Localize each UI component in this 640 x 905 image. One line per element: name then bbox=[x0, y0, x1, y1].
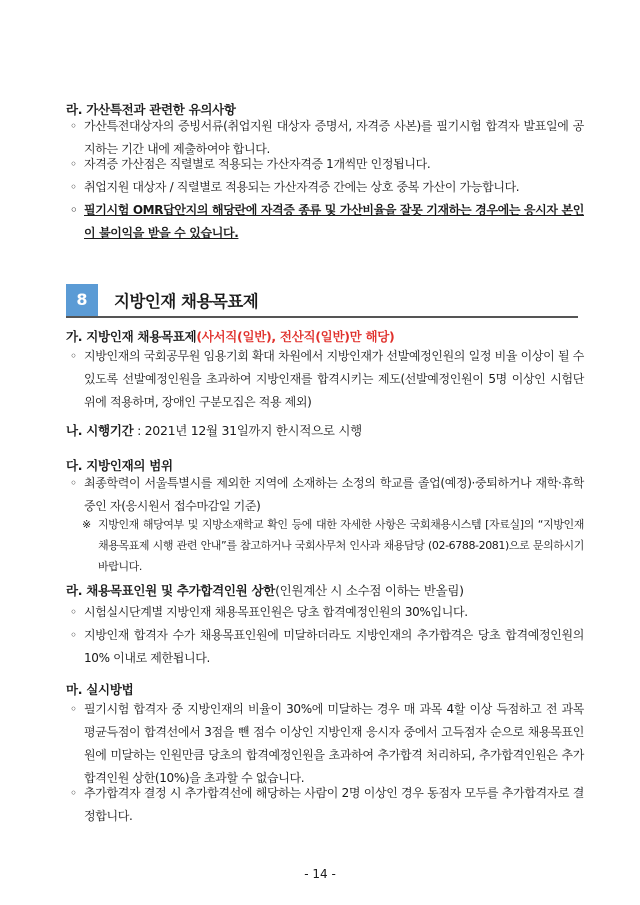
list-item bbox=[70, 176, 584, 199]
list-item-text: 지방인재의 국회공무원 임용기회 확대 차원에서 지방인재가 선발예정인원의 일정 비율 이상이 될 수 있도록 선발예정인원을 초과하여 지방인재를 합격시키는 제도(선발예정인원이 5명 이상인 시험단위에 적용하며, 장애인 구분모집은 적용 제외) bbox=[84, 349, 584, 409]
heading-na bbox=[66, 421, 362, 439]
list-item bbox=[70, 472, 584, 518]
bullet: ◦ bbox=[70, 203, 78, 217]
heading-na-text: : 2021년 12월 31일까지 한시적으로 시행 bbox=[133, 423, 362, 438]
list-item-text: 필기시험 합격자 중 지방인재의 비율이 30%에 미달하는 경우 매 과목 4할 이상 득점하고 전 과목 평균득점이 합격선에서 3점을 뺀 점수 이상인 지방인재 응시자 중에서 고득점자 순으로 채용목표인원에 미달하는 인원만큼 당초의 합격예정인원을 초과하여 추가합격 처리하되, 추가합격인원은 추가합격인원 상한(10%)을 초과할 수 없습니다. bbox=[84, 702, 584, 785]
page-number: - 14 - bbox=[304, 867, 336, 881]
bullet: ◦ bbox=[70, 628, 77, 642]
list-item-text: 취업지원 대상자 / 직렬별로 적용되는 가산자격증 간에는 상호 중복 가산이 가능합니다. bbox=[84, 180, 520, 194]
heading-na-label: 나. 시행기간 bbox=[66, 423, 134, 438]
bullet: ◦ bbox=[70, 119, 77, 133]
warning-list-item bbox=[70, 199, 584, 245]
list-item-text: 지방인재 합격자 수가 채용목표인원에 미달하더라도 지방인재의 추가합격은 당초 합격예정인원의 10% 이내로 제한됩니다. bbox=[84, 628, 584, 665]
list-item bbox=[70, 601, 584, 624]
bullet: ◦ bbox=[70, 786, 77, 800]
section-number: 8 bbox=[66, 284, 98, 316]
list-item-text: 가산특전대상자의 증빙서류(취업지원 대상자 증명서, 자격증 사본)를 필기시험 합격자 발표일에 공지하는 기간 내에 제출하여야 합니다. bbox=[84, 119, 584, 156]
bullet: ◦ bbox=[70, 476, 77, 490]
heading-ra2 bbox=[66, 581, 464, 599]
heading-ra2-note: (인원계산 시 소수점 이하는 반올림) bbox=[275, 583, 464, 598]
list-item-text: 자격증 가산점은 직렬별로 적용되는 가산자격증 1개씩만 인정됩니다. bbox=[84, 157, 431, 171]
note-text: 지방인재 해당여부 및 지방소재학교 확인 등에 대한 자세한 사항은 국회채용시스템 [자료실]의 “지방인재 채용목표제 시행 관련 안내”를 참고하거나 국회사무처 인사과 채용담당 (02-6788-2081)으로 문의하시기 바랍니다. bbox=[98, 518, 584, 573]
list-item bbox=[70, 624, 584, 670]
bullet: ◦ bbox=[70, 180, 77, 194]
list-item-text: 최종학력이 서울특별시를 제외한 지역에 소재하는 소정의 학교를 졸업(예정)·중퇴하거나 재학·휴학 중인 자(응시원서 접수마감일 기준) bbox=[84, 476, 584, 513]
section-header bbox=[66, 284, 578, 318]
heading-ra2-text: 라. 채용목표인원 및 추가합격인원 상한 bbox=[66, 583, 276, 598]
heading-da: 다. 지방인재의 범위 bbox=[66, 458, 173, 473]
list-item-text: 시험실시단계별 지방인재 채용목표인원은 당초 합격예정인원의 30%입니다. bbox=[84, 605, 468, 619]
heading-ma: 마. 실시방법 bbox=[66, 682, 134, 697]
heading-ga-scope: (사서직(일반), 전산직(일반)만 해당) bbox=[196, 329, 395, 344]
list-item bbox=[70, 345, 584, 414]
section-title: 지방인재 채용목표제 bbox=[114, 292, 259, 311]
list-item-text: 추가합격자 결정 시 추가합격선에 해당하는 사람이 2명 이상인 경우 동점자 모두를 추가합격자로 결정합니다. bbox=[84, 786, 584, 823]
heading-ga bbox=[66, 327, 394, 345]
bullet: ◦ bbox=[70, 605, 77, 619]
bullet: ◦ bbox=[70, 349, 77, 363]
warning-text: 필기시험 OMR답안지의 해당란에 자격증 종류 및 가산비율을 잘못 기재하는 경우에는 응시자 본인이 불이익을 받을 수 있습니다. bbox=[84, 203, 584, 240]
note bbox=[82, 514, 584, 577]
list-item bbox=[70, 698, 584, 790]
bullet: ◦ bbox=[70, 702, 77, 716]
heading-ra-bonus-notes: 라. 가산특전과 관련한 유의사항 bbox=[66, 102, 236, 117]
list-item bbox=[70, 153, 584, 176]
list-item bbox=[70, 782, 584, 828]
note-mark: ※ bbox=[82, 518, 91, 531]
bullet: ◦ bbox=[70, 157, 77, 171]
heading-ga-text: 가. 지방인재 채용목표제 bbox=[66, 329, 197, 344]
